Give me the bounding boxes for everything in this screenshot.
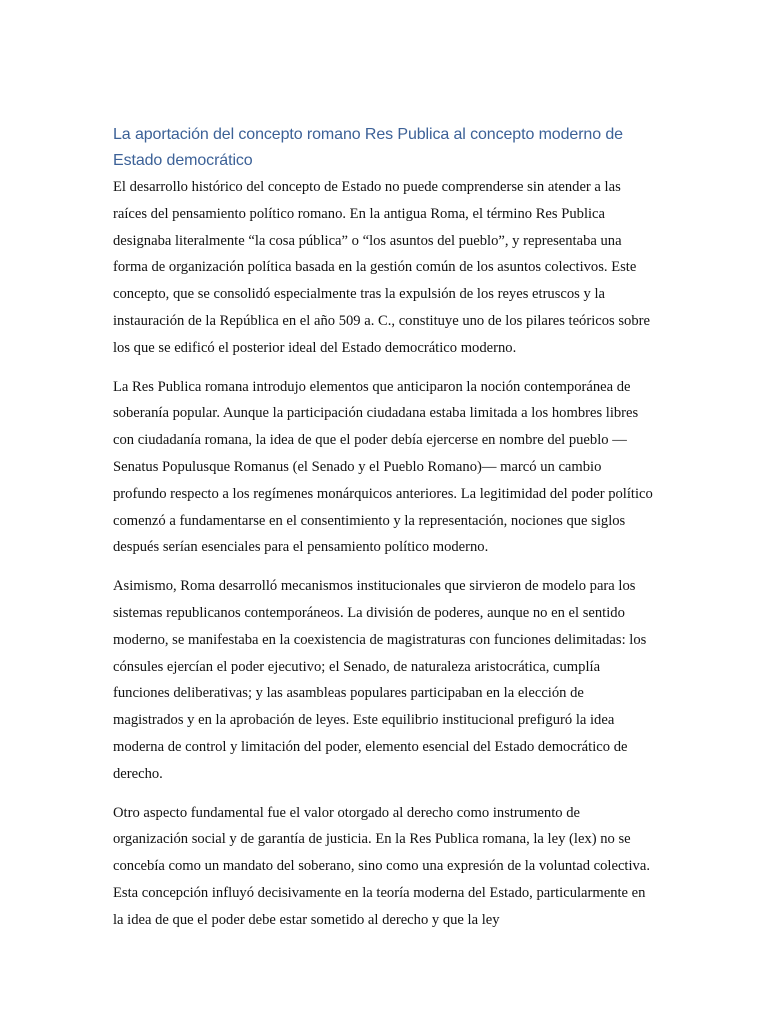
paragraph-2: La Res Publica romana introdujo elementos que anticiparon la noción contemporánea de soberanía popular. Aunque la participación ciudadana estaba limitada a los hombres libres con ciudadanía romana, la idea de que el poder debía ejercerse en nombre del pueblo —Senatus Populusque Romanus (el Senado y el Pueblo Romano)— marcó un cambio profundo respecto a los regímenes monárquicos anteriores. La legitimidad del poder político comenzó a fundamentarse en el consentimiento y la representación, nociones que siglos después serían esenciales para el pensamiento político moderno.: [113, 378, 653, 556]
paragraph-3: Asimismo, Roma desarrolló mecanismos institucionales que sirvieron de modelo para los sistemas republicanos contemporáneos. La división de poderes, aunque no en el sentido moderno, se manifestaba en la coexistencia de magistraturas con funciones delimitadas: los cónsules ejercían el poder ejecutivo; el Senado, de naturaleza aristocrática, cumplía funciones deliberativas; y las asambleas populares participaban en la elección de magistrados y en la aprobación de leyes. Este equilibrio institucional prefiguró la idea moderna de control y limitación del poder, elemento esencial del Estado democrático de derecho.: [113, 578, 647, 782]
document-title: La aportación del concepto romano Res Publica al concepto moderno de Estado democrático: [113, 126, 623, 169]
document-page: [113, 122, 658, 934]
paragraph-4: Otro aspecto fundamental fue el valor otorgado al derecho como instrumento de organización social y de garantía de justicia. En la Res Publica romana, la ley (lex) no se concebía como un mandato del soberano, sino como una expresión de la voluntad colectiva. Esta concepción influyó decisivamente en la teoría moderna del Estado, particularmente en la idea de que el poder debe estar sometido al derecho y que la ley: [113, 804, 650, 928]
paragraph-1: El desarrollo histórico del concepto de Estado no puede comprenderse sin atender a las raíces del pensamiento político romano. En la antigua Roma, el término Res Publica designaba literalmente “la cosa pública” o “los asuntos del pueblo”, y representaba una forma de organización política basada en la gestión común de los asuntos colectivos. Este concepto, que se consolidó especialmente tras la expulsión de los reyes etruscos y la instauración de la República en el año 509 a. C., constituye uno de los pilares teóricos sobre los que se edificó el posterior ideal del Estado democrático moderno.: [113, 179, 650, 356]
